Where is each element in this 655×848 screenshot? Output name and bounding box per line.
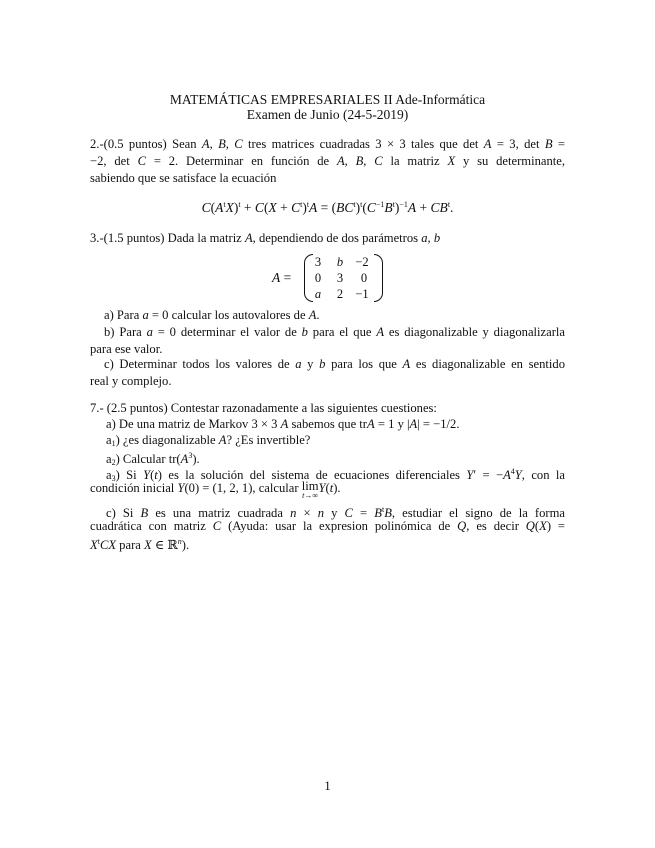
matrix-cell: 0 (314, 271, 322, 285)
matrix-label: A = (272, 270, 292, 285)
matrix-cell: a (314, 287, 322, 301)
q3-part-b-line-1: b) Para a = 0 determinar el valor de b para el que A es diagonalizable y diagonalizarla (104, 325, 565, 339)
q7-part-c-line-2: cuadrática con matriz C (Ayuda: usar la expresion polinómica de Q, es decir Q(X) = (90, 519, 566, 533)
q3-part-a: a) Para a = 0 calcular los autovalores de A. (104, 308, 320, 322)
q7-part-a2: $a_2$) Calcular $tr(A^3)$. (106, 451, 200, 467)
q3-part-c-line-2: real y complejo. (90, 374, 172, 388)
page-number: 1 (324, 778, 331, 793)
q3-part-b-line-2: para ese valor. (90, 342, 163, 356)
matrix-cell: b (336, 255, 344, 269)
matrix-cell: −2 (355, 255, 369, 269)
q2-line-1: 2.-(0.5 puntos) Sean A, B, C tres matrices cuadradas 3 × 3 tales que det A = 3, det B = (90, 137, 565, 151)
q7-intro: 7.- (2.5 puntos) Contestar razonadamente a las siguientes cuestiones: (90, 401, 437, 415)
matrix-cell: 3 (314, 255, 322, 269)
matrix-cell: −1 (355, 287, 369, 301)
matrix-cell: 3 (336, 271, 344, 285)
q3-intro: 3.-(1.5 puntos) Dada la matriz A, dependiendo de dos parámetros a, b (90, 231, 441, 245)
q2-line-2: −2, det C = 2. Determinar en función de A, B, C la matriz X y su determinante, (90, 154, 566, 168)
matrix-cell: 0 (360, 271, 368, 285)
q7-part-c-line-3: $X^tCX$ para X ∈ ℝ$^n$). (90, 537, 190, 552)
q3-part-c-line-1: c) Determinar todos los valores de a y b para los que A es diagonalizable en sentido (104, 357, 566, 371)
q7-part-a1: $a_1$) ¿es diagonalizable A? ¿Es invertible? (106, 433, 311, 448)
matrix-cell: 2 (336, 287, 344, 301)
matrix-right-paren (374, 254, 383, 302)
q7-part-a3-line-1: $a_3$) Si Y(t) es la solución del sistema de ecuaciones diferenciales $Y' = -A^4Y$, con la (106, 467, 565, 483)
q7-part-c-line-1: c) Si B es una matriz cuadrada n × n y $C = B^tB$, estudiar el signo de la forma (106, 505, 565, 520)
q2-line-3: sabiendo que se satisface la ecuación (90, 171, 277, 185)
q7-part-a: a) De una matriz de Markov 3 × 3 A sabemos que trA = 1 y |A| = −1/2. (106, 417, 460, 431)
q2-equation: $C(A^tX)^t + C(X + C^t)^tA = (BC^t)^t(C^{-1}B^t)^{-1}A + CB^t$. (201, 200, 454, 215)
exam-title: MATEMÁTICAS EMPRESARIALES II Ade-Informática (169, 92, 486, 107)
q7-part-a3-line-2: condición inicial Y(0) = (1, 2, 1), calcular lim t→∞ Y(t). (90, 479, 341, 500)
exam-subtitle: Examen de Junio (24-5-2019) (246, 107, 409, 122)
limit-expression: lim t→∞ (301, 479, 319, 500)
